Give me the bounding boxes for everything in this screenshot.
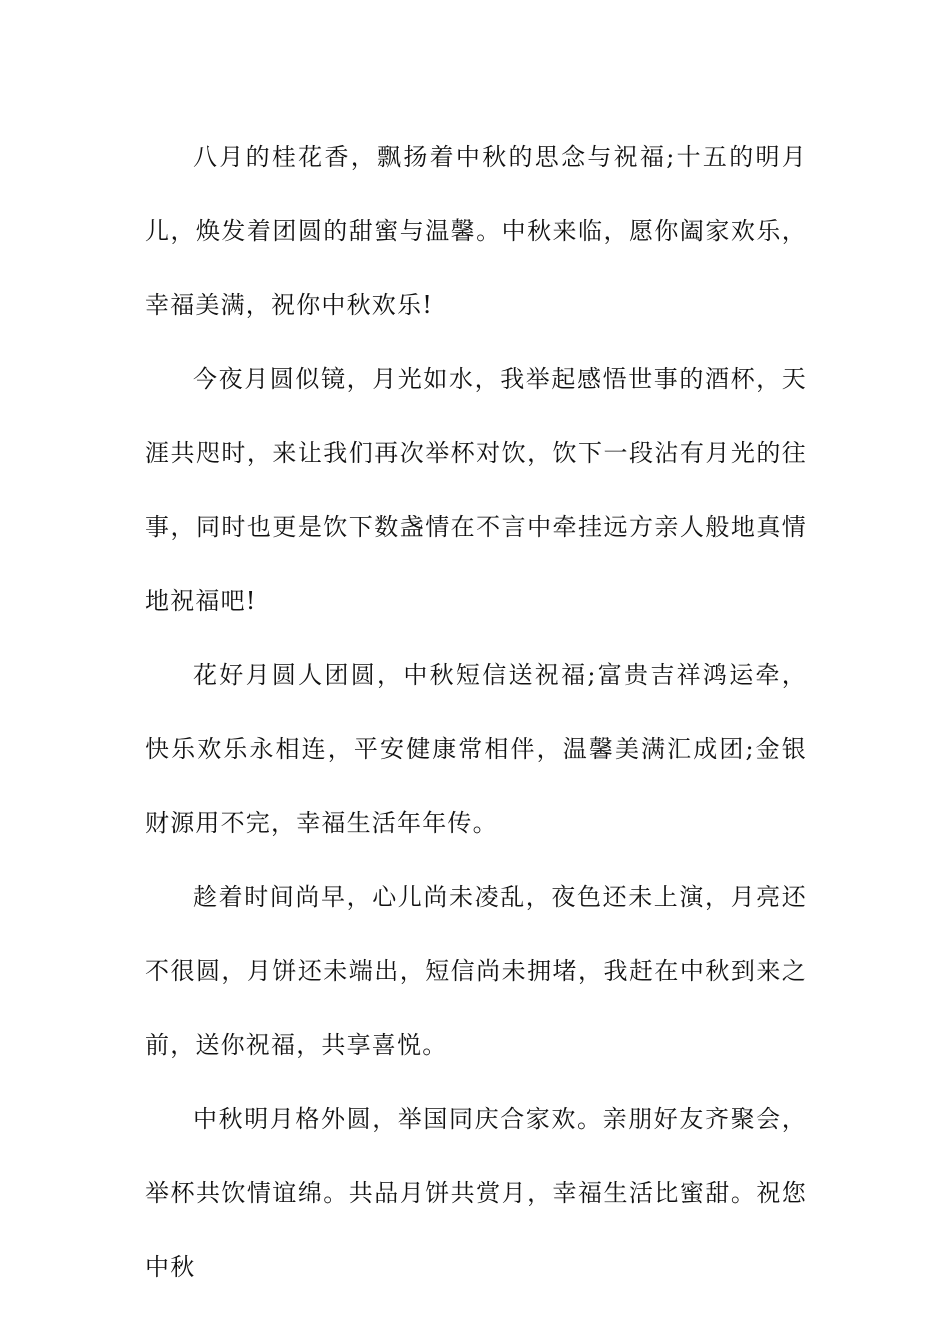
paragraph-5: 中秋明月格外圆，举国同庆合家欢。亲朋好友齐聚会，举杯共饮情谊绵。共品月饼共赏月，幸福生活比蜜甜。祝您中秋 (145, 1105, 807, 1281)
document-body (145, 120, 807, 1304)
paragraph-1: 八月的桂花香，飘扬着中秋的思念与祝福;十五的明月儿，焕发着团圆的甜蜜与温馨。中秋来临，愿你阖家欢乐，幸福美满，祝你中秋欢乐! (145, 143, 807, 319)
paragraph-2: 今夜月圆似镜，月光如水，我举起感悟世事的酒杯，天涯共咫时，来让我们再次举杯对饮，饮下一段沾有月光的往事，同时也更是饮下数盏情在不言中牵挂远方亲人般地真情地祝福吧! (145, 365, 807, 615)
paragraph-3: 花好月圆人团圆，中秋短信送祝福;富贵吉祥鸿运牵，快乐欢乐永相连，平安健康常相伴，温馨美满汇成团;金银财源用不完，幸福生活年年传。 (145, 661, 807, 837)
paragraph-4: 趁着时间尚早，心儿尚未凌乱，夜色还未上演，月亮还不很圆，月饼还未端出，短信尚未拥堵，我赶在中秋到来之前，送你祝福，共享喜悦。 (145, 883, 807, 1059)
